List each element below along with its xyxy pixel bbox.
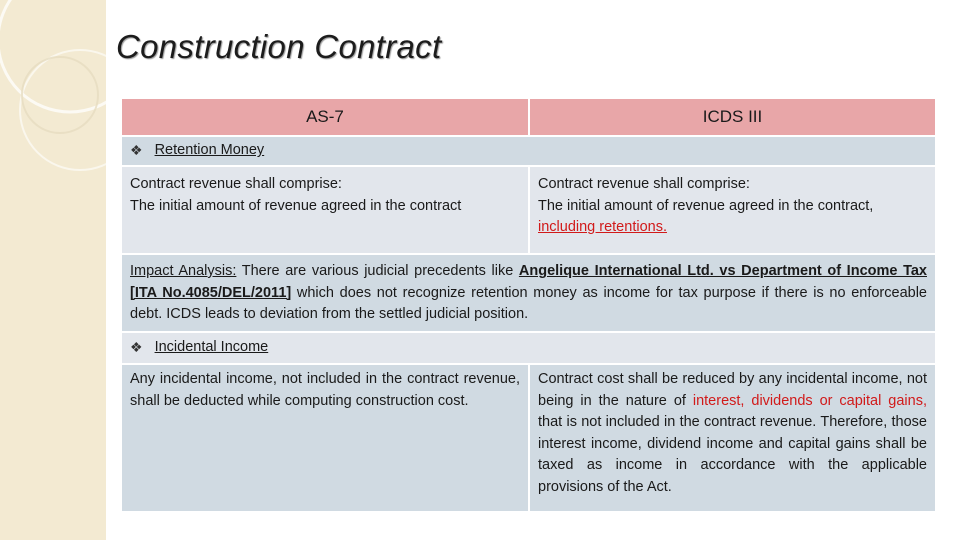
icds-incidental-text-1: Contract cost shall be reduced by any incidental income, not being in the nature of <box>538 371 927 409</box>
impact-analysis-label: Impact Analysis: <box>130 263 237 279</box>
icds-incidental-text-2: that is not included in the contract revenue. Therefore, those interest income, dividend income and capital gains shall be taxed as income in accordance with the applicable provisions of the Act. <box>538 414 927 495</box>
header-icds3: ICDS III <box>529 98 936 136</box>
section-incidental-income <box>121 332 936 364</box>
diamond-bullet-icon: ❖ <box>130 339 143 356</box>
slide-title: Construction Contract <box>116 28 442 65</box>
diamond-bullet-icon: ❖ <box>130 142 143 159</box>
incidental-as7-cell: Any incidental income, not included in the contract revenue, shall be deducted while computing construction cost. <box>121 364 529 512</box>
impact-text-2: which does not recognize retention money as income for tax purpose if there is no enforceable debt. ICDS leads to deviation from the settled judicial position. <box>130 284 927 322</box>
decorative-left-band <box>0 0 106 540</box>
header-as7: AS-7 <box>121 98 529 136</box>
as7-revenue-line2: The initial amount of revenue agreed in the contract <box>130 197 462 214</box>
incidental-icds-cell <box>529 364 936 512</box>
retention-highlight: including retentions. <box>538 219 667 235</box>
section-title: Incidental Income <box>154 339 269 356</box>
impact-text-1: There are various judicial precedents like <box>236 263 519 279</box>
impact-analysis-cell <box>121 254 936 332</box>
retention-icds-cell <box>529 166 936 254</box>
section-title: Retention Money <box>154 142 265 159</box>
interest-dividends-highlight: interest, dividends or capital gains, <box>692 392 927 409</box>
case-reference: Angelique International Ltd. vs Department of Income Tax [ITA No.4085/DEL/2011] <box>130 263 927 301</box>
decorative-circles-graphic <box>0 0 106 540</box>
retention-as7-cell <box>121 166 529 254</box>
as7-revenue-line1: Contract revenue shall comprise: <box>130 176 342 192</box>
icds-revenue-line1: Contract revenue shall comprise: <box>538 176 750 192</box>
section-retention-money <box>121 136 936 166</box>
icds-revenue-line2: The initial amount of revenue agreed in the contract, <box>538 197 874 214</box>
